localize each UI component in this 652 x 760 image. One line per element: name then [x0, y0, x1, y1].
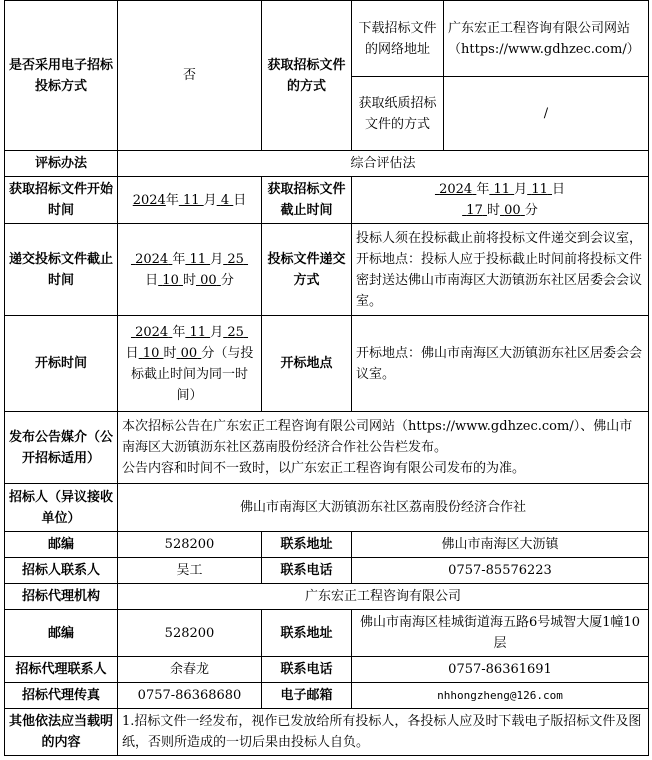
- electronic-value: 否: [118, 1, 262, 151]
- network-address-label: 下载招标文件的网络地址: [352, 1, 444, 77]
- postcode-value: 528200: [118, 532, 262, 558]
- agency-phone-value: 0757-86361691: [352, 657, 649, 683]
- agency-address-label: 联系地址: [262, 610, 352, 657]
- fax-value: 0757-86368680: [118, 683, 262, 709]
- open-place-label: 开标地点: [262, 316, 352, 412]
- tenderer-contact-label: 招标人联系人: [5, 558, 118, 584]
- network-address-value: 广东宏正工程咨询有限公司网站（https://www.gdhzec.com/）: [444, 1, 649, 77]
- media-value: [118, 412, 649, 484]
- phone-value: 0757-85576223: [352, 558, 649, 584]
- get-end-label: 获取招标文件截止时间: [262, 177, 352, 224]
- open-place-value: 开标地点：佛山市南海区大沥镇沥东社区居委会会议室。: [352, 316, 649, 412]
- email-value: nhhongzheng@126.com: [352, 683, 649, 709]
- other-label: 其他依法应当载明的内容: [5, 709, 118, 756]
- fax-label: 招标代理传真: [5, 683, 118, 709]
- tenderer-label: 招标人（异议接收单位）: [5, 484, 118, 532]
- open-time-label: 开标时间: [5, 316, 118, 412]
- eval-method-value: 综合评估法: [118, 151, 649, 177]
- tenderer-value: 佛山市南海区大沥镇沥东社区荔南股份经济合作社: [118, 484, 649, 532]
- get-end-value: 2024 年 11 月 11 日 17 时 00 分: [352, 177, 649, 224]
- agency-label: 招标代理机构: [5, 584, 118, 610]
- media-label: 发布公告媒介（公开招标适用）: [5, 412, 118, 484]
- agency-contact-value: 余春龙: [118, 657, 262, 683]
- tenderer-contact-value: 吴工: [118, 558, 262, 584]
- tender-info-table: [4, 0, 649, 756]
- eval-method-label: 评标办法: [5, 151, 118, 177]
- get-start-value: 2024年 11 月 4 日: [118, 177, 262, 224]
- other-value: 1.招标文件一经发布，视作已发放给所有投标人，各投标人应及时下载电子版招标文件及图纸，否则所造成的一切后果由投标人自负。: [118, 709, 649, 756]
- agency-postcode-label: 邮编: [5, 610, 118, 657]
- paper-method-value: /: [444, 77, 649, 151]
- electronic-label: 是否采用电子招标投标方式: [5, 1, 118, 151]
- phone-label: 联系电话: [262, 558, 352, 584]
- get-method-label: 获取招标文件的方式: [262, 1, 352, 151]
- submit-deadline-value: 2024 年 11 月 25 日 10 时 00 分: [118, 224, 262, 316]
- address-label: 联系地址: [262, 532, 352, 558]
- email-label: 电子邮箱: [262, 683, 352, 709]
- open-time-value: 2024 年 11 月 25 日 10 时 00 分（与投标截止时间为同一时间）: [118, 316, 262, 412]
- address-value: 佛山市南海区大沥镇: [352, 532, 649, 558]
- postcode-label: 邮编: [5, 532, 118, 558]
- agency-contact-label: 招标代理联系人: [5, 657, 118, 683]
- agency-address-value: 佛山市南海区桂城街道海五路6号城智大厦1幢10层: [352, 610, 649, 657]
- submit-deadline-label: 递交投标文件截止时间: [5, 224, 118, 316]
- get-start-label: 获取招标文件开始时间: [5, 177, 118, 224]
- agency-postcode-value: 528200: [118, 610, 262, 657]
- media-line-2: 公告内容和时间不一致时，以广东宏正工程咨询有限公司发布的为准。: [122, 461, 526, 476]
- media-line-1: 本次招标公告在广东宏正工程咨询有限公司网站（https://www.gdhzec.com/）、佛山市南海区大沥镇沥东社区荔南股份经济合作社公告栏发布。: [122, 419, 633, 455]
- submit-method-value: 投标人须在投标截止前将投标文件递交到会议室，开标地点：投标人应于投标截止时间前将投标文件密封送达佛山市南海区大沥镇沥东社区居委会会议室。: [352, 224, 649, 316]
- agency-phone-label: 联系电话: [262, 657, 352, 683]
- submit-method-label: 投标文件递交方式: [262, 224, 352, 316]
- paper-method-label: 获取纸质招标文件的方式: [352, 77, 444, 151]
- agency-value: 广东宏正工程咨询有限公司: [118, 584, 649, 610]
